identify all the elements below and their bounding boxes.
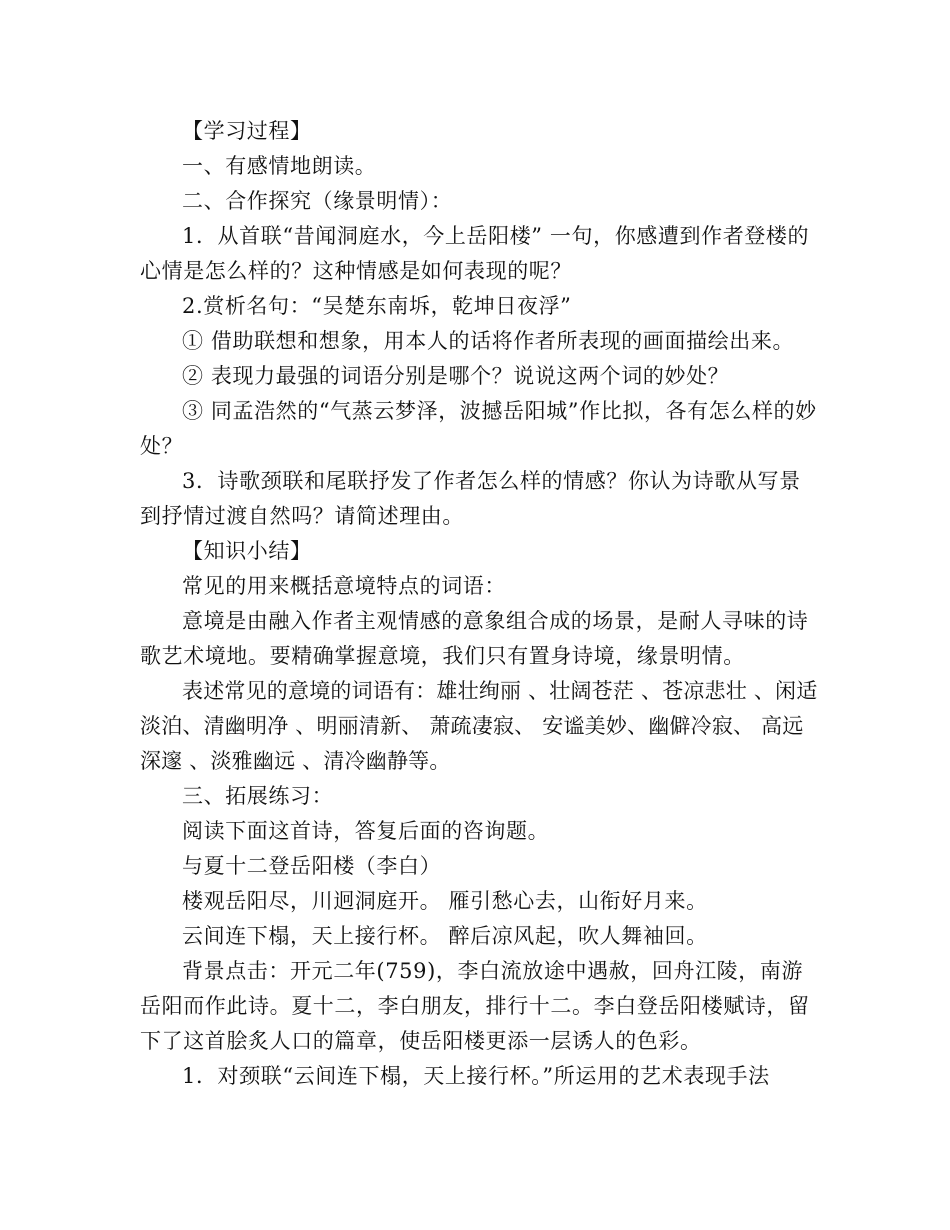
- poem-line-1: 楼观岳阳尽，川迥洞庭开。 雁引愁心去，山衔好月来。: [182, 889, 708, 913]
- step-read-aloud: 一、有感情地朗读。: [182, 154, 377, 178]
- summary-definition: 意境是由融入作者主观情感的意象组合成的场景，是耐人寻味的诗歌艺术境地。要精确掌握意境，我们只有置身诗境，缘景明情。: [140, 609, 809, 668]
- practice-question-1: 1．对颈联“云间连下榻，天上接行杯。”所运用的艺术表现手法: [182, 1064, 770, 1088]
- document-body: [140, 114, 820, 1094]
- question-2-sub-3: ③ 同孟浩然的“气蒸云梦泽，波撼岳阳城”作比拟，各有怎么样的妙处？: [140, 399, 817, 458]
- step-extension-practice: 三、拓展练习：: [182, 784, 334, 808]
- poem-background: 背景点击：开元二年(759)，李白流放途中遇赦，回舟江陵，南游岳阳而作此诗。夏十二，李白朋友，排行十二。李白登岳阳楼赋诗，留下了这首脍炙人口的篇章，使岳阳楼更添一层诱人的色彩。: [140, 959, 810, 1053]
- question-2-sub-2: ② 表现力最强的词语分别是哪个？说说这两个词的妙处？: [182, 364, 730, 388]
- section-heading-learning-process: 【学习过程】: [182, 119, 312, 143]
- summary-intro: 常见的用来概括意境特点的词语：: [182, 574, 506, 598]
- section-heading-knowledge-summary: 【知识小结】: [182, 539, 312, 563]
- practice-instruction: 阅读下面这首诗，答复后面的咨询题。: [182, 819, 550, 843]
- poem-title: 与夏十二登岳阳楼（李白）: [182, 854, 442, 878]
- summary-word-list: 表述常见的意境的词语有：雄壮绚丽 、壮阔苍茫 、苍凉悲壮 、闲适淡泊、清幽明净 、明丽清新、 萧疏凄寂、 安谧美妙、幽僻冷寂、 高远深邃 、淡雅幽远 、清冷幽静等。: [140, 679, 818, 773]
- poem-line-2: 云间连下榻，天上接行杯。 醉后凉风起，吹人舞袖回。: [182, 924, 708, 948]
- question-3: 3．诗歌颈联和尾联抒发了作者怎么样的情感？你认为诗歌从写景到抒情过渡自然吗？请简述理由。: [140, 469, 801, 528]
- question-1: 1．从首联“昔闻洞庭水，今上岳阳楼” 一句，你感遭到作者登楼的心情是怎么样的？这种情感是如何表现的呢？: [140, 224, 810, 283]
- step-cooperative-inquiry: 二、合作探究（缘景明情）：: [182, 189, 453, 213]
- question-2-sub-1: ① 借助联想和想象，用本人的话将作者所表现的画面描绘出来。: [182, 329, 795, 353]
- question-2: 2.赏析名句：“吴楚东南坼，乾坤日夜浮”: [182, 294, 572, 318]
